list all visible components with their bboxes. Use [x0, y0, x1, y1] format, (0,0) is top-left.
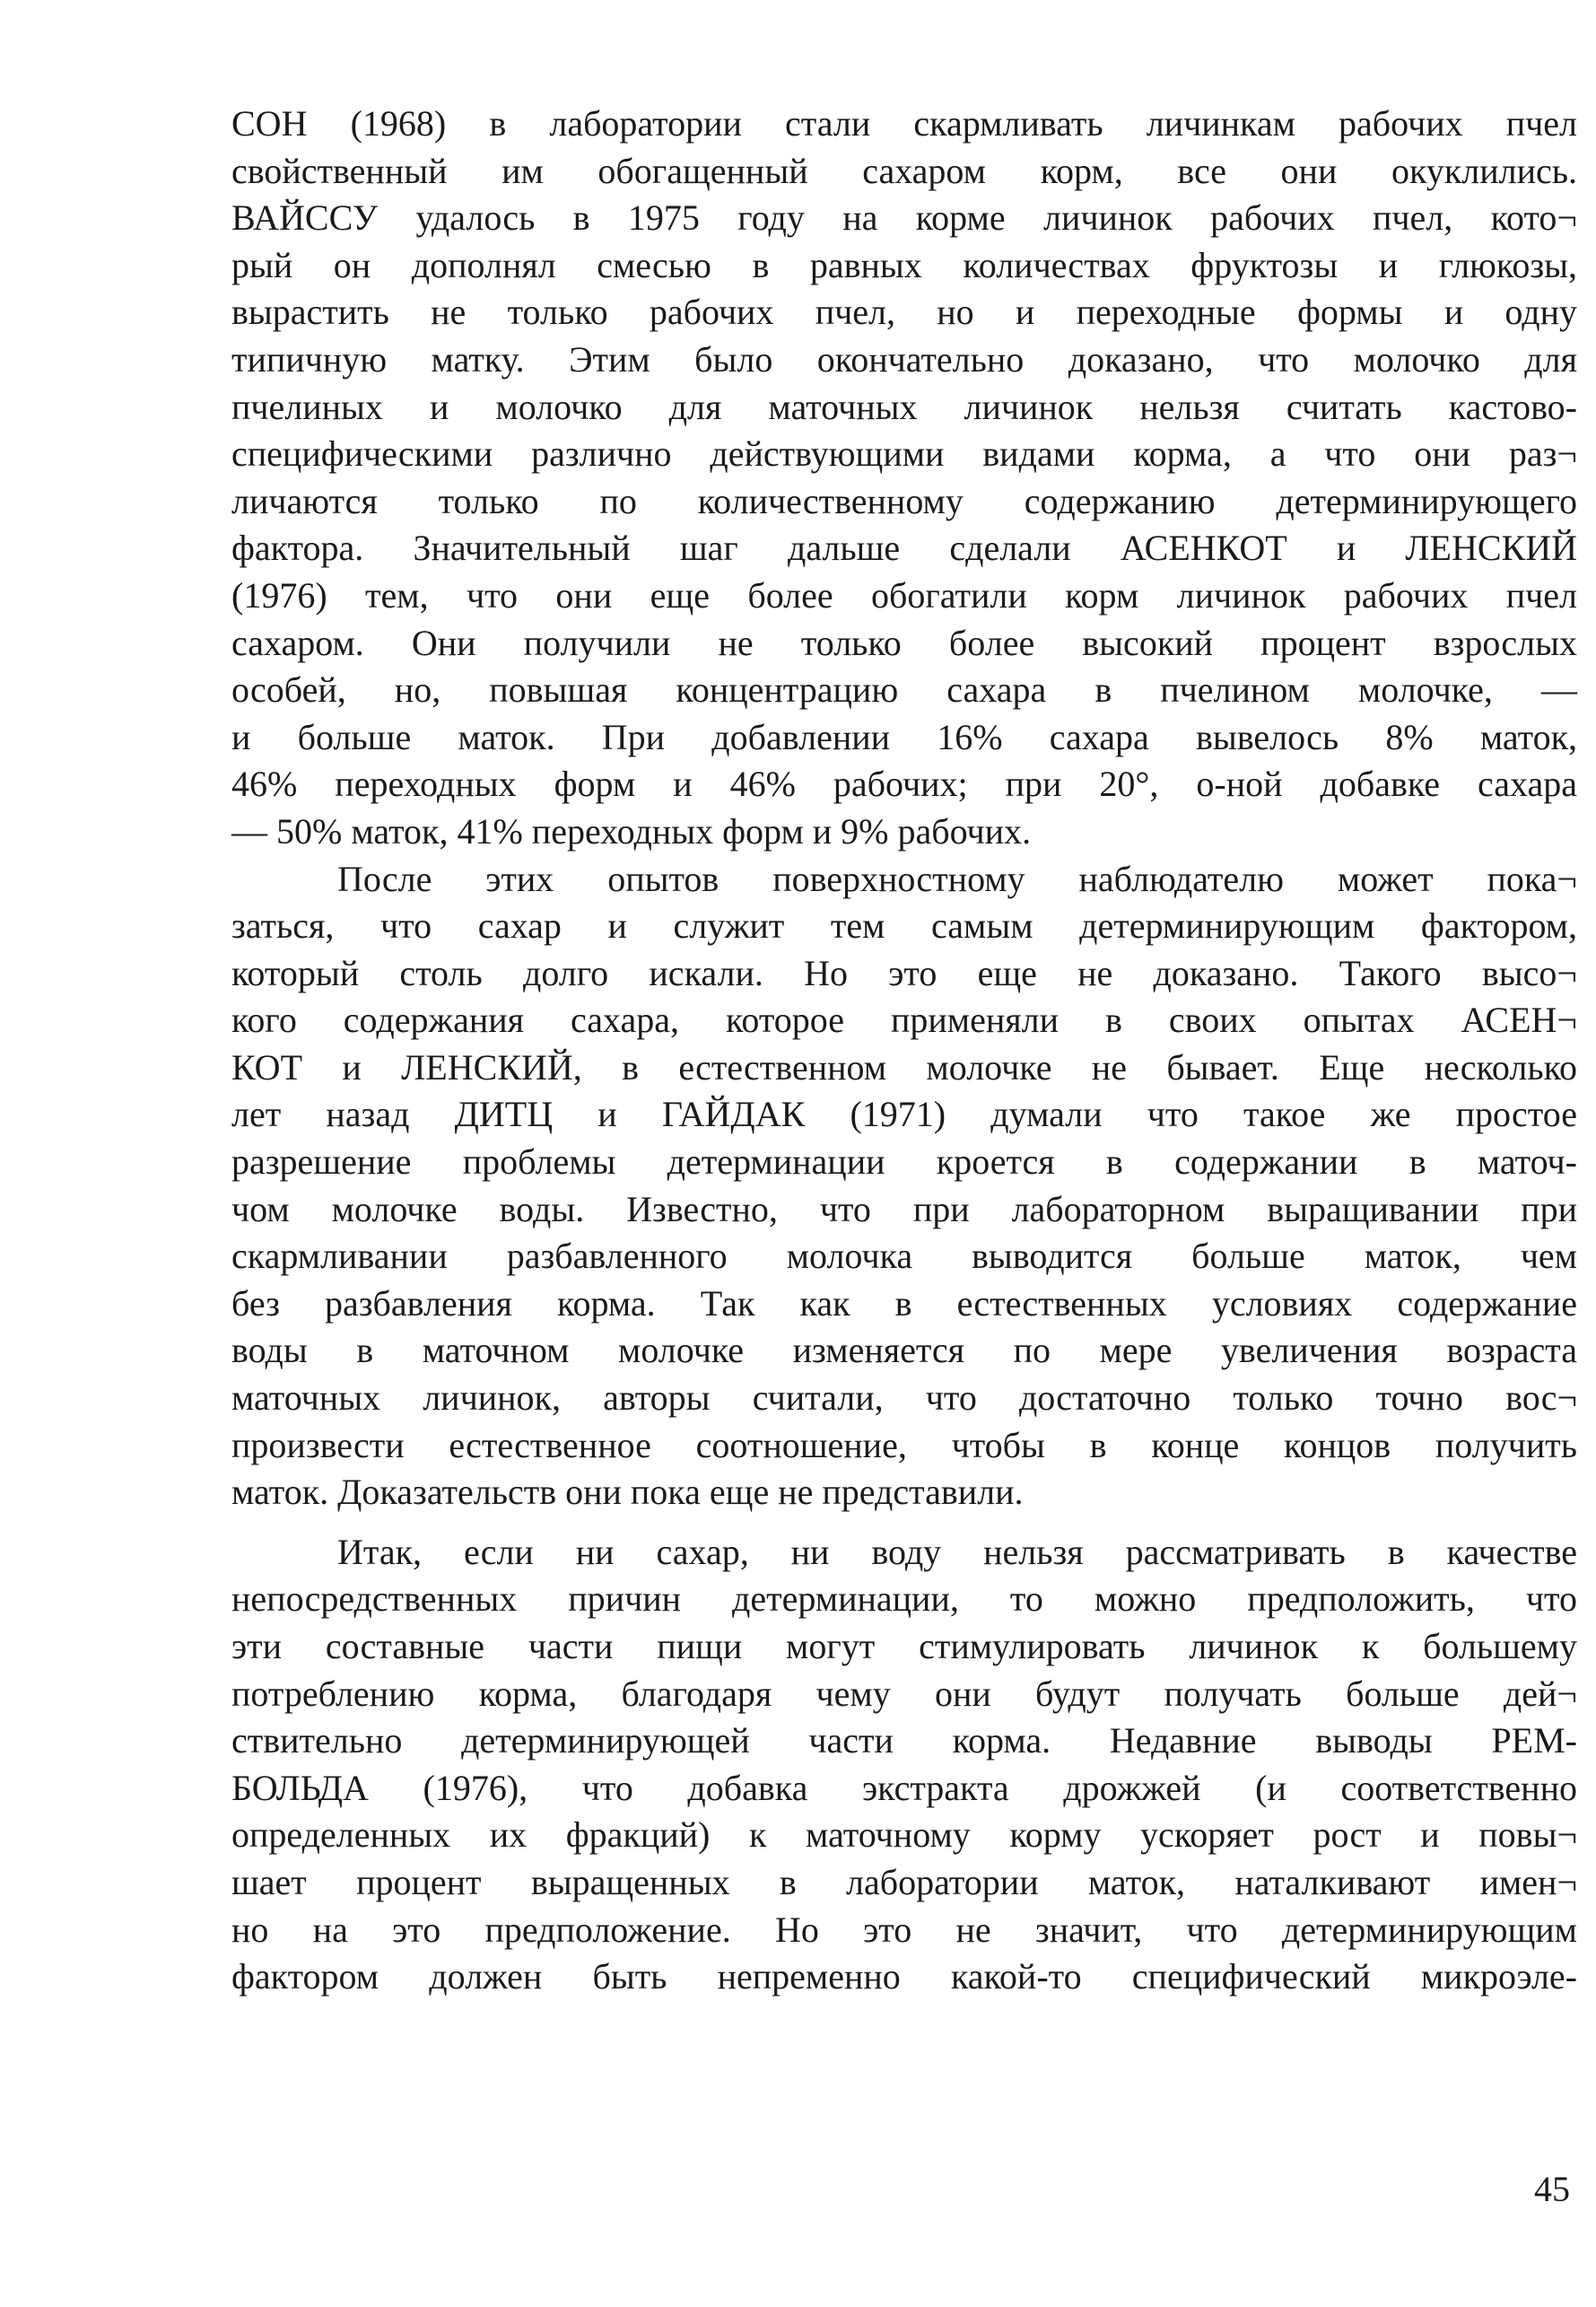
- text-line: ствительно детерминирующей части корма. Недавние выводы РЕМ-: [231, 1720, 1577, 1761]
- text-line: определенных их фракций) к маточному корму ускоряет рост и повы¬: [231, 1814, 1577, 1856]
- text-line: без разбавления корма. Так как в естественных условиях содержание: [231, 1282, 1577, 1324]
- text-line: воды в маточном молочке изменяется по мере увеличения возраста: [231, 1330, 1577, 1371]
- text-line: КОТ и ЛЕНСКИЙ, в естественном молочке не бывает. Еще несколько: [231, 1046, 1577, 1088]
- paragraph: [231, 1529, 1577, 2001]
- text-line: потреблению корма, благодаря чему они будут получать больше дей¬: [231, 1673, 1577, 1714]
- text-line: кого содержания сахара, которое применяли в своих опытах АСЕН¬: [231, 1000, 1577, 1041]
- text-line: вырастить не только рабочих пчел, но и переходные формы и одну: [231, 292, 1577, 333]
- text-line: разрешение проблемы детерминации кроется в содержании в маточ-: [231, 1141, 1577, 1183]
- text-line: свойственный им обогащенный сахаром корм, все они окуклились.: [231, 150, 1577, 191]
- text-line: После этих опытов поверхностному наблюдателю может пока¬: [337, 858, 1577, 899]
- page-number: 45: [1534, 2169, 1570, 2209]
- text-line: произвести естественное соотношение, чтобы в конце концов получить: [231, 1424, 1577, 1465]
- text-line: СОН (1968) в лаборатории стали скармливать личинкам рабочих пчел: [231, 103, 1577, 144]
- text-line: фактором должен быть непременно какой-то специфический микроэле-: [231, 1956, 1577, 1997]
- text-line: но на это предположение. Но это не значит, что детерминирующим: [231, 1909, 1577, 1950]
- text-line: непосредственных причин детерминации, то можно предположить, что: [231, 1578, 1577, 1620]
- text-line: скармливании разбавленного молочка выводится больше маток, чем: [231, 1236, 1577, 1277]
- text-line: маточных личинок, авторы считали, что достаточно только точно вос¬: [231, 1377, 1577, 1419]
- text-line: эти составные части пищи могут стимулировать личинок к большему: [231, 1626, 1577, 1666]
- text-line: рый он дополнял смесью в равных количествах фруктозы и глюкозы,: [231, 244, 1577, 285]
- text-line: Итак, если ни сахар, ни воду нельзя рассматривать в качестве: [337, 1531, 1577, 1572]
- text-line: лет назад ДИТЦ и ГАЙДАК (1971) думали что такое же простое: [231, 1094, 1577, 1135]
- page-body: [231, 100, 1577, 2001]
- paragraph: [231, 856, 1577, 1516]
- text-line: шает процент выращенных в лаборатории маток, наталкивают имен¬: [231, 1861, 1577, 1902]
- text-line: пчелиных и молочко для маточных личинок нельзя считать кастово-: [231, 386, 1577, 427]
- text-line: маток. Доказательств они пока еще не представили.: [231, 1472, 1024, 1513]
- text-line: специфическими различно действующими видами корма, а что они раз¬: [231, 433, 1577, 475]
- text-line: особей, но, повышая концентрацию сахара в пчелином молочке, —: [231, 669, 1577, 711]
- text-line: ВАЙССУ удалось в 1975 году на корме личинок рабочих пчел, кото¬: [231, 197, 1577, 239]
- text-line: заться, что сахар и служит тем самым детерминирующим фактором,: [231, 905, 1577, 947]
- text-line: фактора. Значительный шаг дальше сделали АСЕНКОТ и ЛЕНСКИЙ: [231, 528, 1577, 569]
- paragraph: [231, 100, 1577, 856]
- text-line: сахаром. Они получили не только более высокий процент взрослых: [231, 622, 1577, 663]
- text-line: чом молочке воды. Известно, что при лабораторном выращивании при: [231, 1188, 1577, 1229]
- text-line: — 50% маток, 41% переходных форм и 9% рабочих.: [231, 810, 1032, 852]
- text-line: (1976) тем, что они еще более обогатили корм личинок рабочих пчел: [231, 574, 1577, 616]
- text-line: который столь долго искали. Но это еще не доказано. Такого высо¬: [231, 952, 1577, 993]
- text-line: БОЛЬДА (1976), что добавка экстракта дрожжей (и соответственно: [231, 1767, 1577, 1808]
- text-line: и больше маток. При добавлении 16% сахара вывелось 8% маток,: [231, 716, 1577, 757]
- paragraph-spacer: [231, 1516, 1577, 1529]
- text-line: личаются только по количественному содержанию детерминирующего: [231, 480, 1577, 521]
- text-line: типичную матку. Этим было окончательно доказано, что молочко для: [231, 338, 1577, 380]
- text-line: 46% переходных форм и 46% рабочих; при 20°, о-ной добавке сахара: [231, 764, 1577, 805]
